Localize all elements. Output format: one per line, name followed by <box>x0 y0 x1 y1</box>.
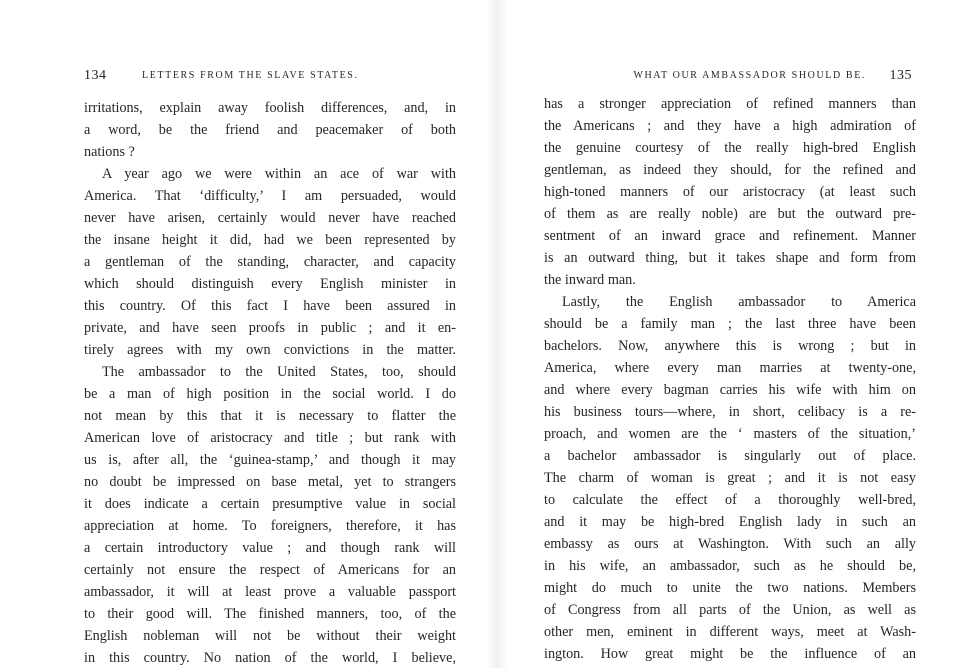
text-line: is an outward thing, but it takes shape and form from <box>544 250 916 266</box>
right-running-title: WHAT OUR AMBASSADOR SHOULD BE. <box>633 70 866 81</box>
text-line: a bachelor ambassador is singularly out of place. <box>544 448 916 464</box>
text-line: in his wife, an ambassador, such as he should be, <box>544 558 916 574</box>
text-line: a certain introductory value ; and though rank will <box>84 540 456 556</box>
left-running-title: LETTERS FROM THE SLAVE STATES. <box>142 70 359 81</box>
text-line: to their good will. The finished manners, too, of the <box>84 606 456 622</box>
text-line: irritations, explain away foolish differences, and, in <box>84 100 456 116</box>
text-line: and it may be high-bred English lady in such an <box>544 514 916 530</box>
text-line: a word, be the friend and peacemaker of both <box>84 122 456 138</box>
text-line: in this country. No nation of the world, I believe, <box>84 650 456 666</box>
text-line: tirely agrees with my own convictions in the matter. <box>84 342 456 358</box>
left-page <box>84 0 456 668</box>
text-line: be a man of high position in the social world. I do <box>84 386 456 402</box>
text-line: America, where every man marries at twenty-one, <box>544 360 916 376</box>
text-line: should be a family man ; the last three have been <box>544 316 916 332</box>
text-line: and where every bagman carries his wife with him on <box>544 382 916 398</box>
text-line: never have arisen, certainly would never have reached <box>84 210 456 226</box>
text-line: private, and have seen proofs in public ; and it en- <box>84 320 456 336</box>
text-line: which should distinguish every English minister in <box>84 276 456 292</box>
text-line: certainly not ensure the respect of Americans for an <box>84 562 456 578</box>
book-gutter <box>486 0 508 668</box>
text-line: might do much to unite the two nations. Members <box>544 580 916 596</box>
left-running-head <box>84 70 456 86</box>
text-line: this country. Of this fact I have been assured in <box>84 298 456 314</box>
text-line: embassy as ours at Washington. With such an ally <box>544 536 916 552</box>
text-line: appreciation at home. To foreigners, therefore, it has <box>84 518 456 534</box>
text-line: of Congress from all parts of the Union, as well as <box>544 602 916 618</box>
text-line: proach, and women are the ‘ masters of the situation,’ <box>544 426 916 442</box>
text-line: English nobleman will not be without their weight <box>84 628 456 644</box>
text-line: ington. How great might be the influence of an <box>544 646 916 662</box>
text-line: nations ? <box>84 144 135 160</box>
text-line: The charm of woman is great ; and it is not easy <box>544 470 916 486</box>
text-line: ambassador, it will at least prove a valuable passport <box>84 584 456 600</box>
text-line: of them as are really noble) are but the outward pre- <box>544 206 916 222</box>
text-line: The ambassador to the United States, too, should <box>102 364 456 380</box>
right-running-head <box>544 70 916 86</box>
text-line: has a stronger appreciation of refined manners than <box>544 96 916 112</box>
text-line: America. That ‘difficulty,’ I am persuaded, would <box>84 188 456 204</box>
left-page-number: 134 <box>84 68 107 83</box>
text-line: us is, after all, the ‘guinea-stamp,’ and though it may <box>84 452 456 468</box>
right-page <box>544 0 916 668</box>
text-line: the genuine courtesy of the really high-bred English <box>544 140 916 156</box>
text-line: other men, eminent in different ways, meet at Wash- <box>544 624 916 640</box>
text-line: a gentleman of the standing, character, and capacity <box>84 254 456 270</box>
text-line: bachelors. Now, anywhere this is wrong ; but in <box>544 338 916 354</box>
text-line: high-toned manners of our aristocracy (at least such <box>544 184 916 200</box>
text-line: American love of aristocracy and title ; but rank with <box>84 430 456 446</box>
text-line: to calculate the effect of a thoroughly well-bred, <box>544 492 916 508</box>
text-line: Lastly, the English ambassador to America <box>562 294 916 310</box>
text-line: sentment of an inward grace and refinement. Manner <box>544 228 916 244</box>
text-line: gentleman, as indeed they should, for the refined and <box>544 162 916 178</box>
text-line: the Americans ; and they have a high admiration of <box>544 118 916 134</box>
text-line: the insane height it did, had we been represented by <box>84 232 456 248</box>
text-line: it does indicate a certain presumptive value in social <box>84 496 456 512</box>
right-page-number: 135 <box>889 68 912 83</box>
text-line: his business tours—where, in short, celibacy is a re- <box>544 404 916 420</box>
text-line: no doubt be impressed on base metal, yet to strangers <box>84 474 456 490</box>
text-line: the inward man. <box>544 272 636 288</box>
text-line: not mean by this that it is necessary to flatter the <box>84 408 456 424</box>
text-line: A year ago we were within an ace of war with <box>102 166 456 182</box>
